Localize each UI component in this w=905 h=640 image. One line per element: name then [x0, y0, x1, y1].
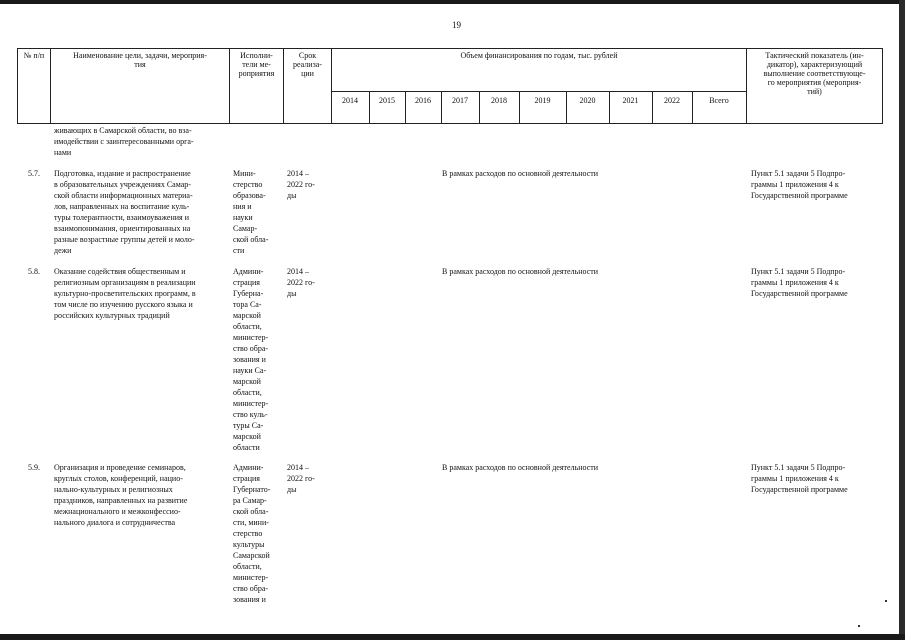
header-num: № п/п: [23, 51, 45, 60]
row-term: 2014 – 2022 го- ды: [287, 267, 315, 298]
row-executor: Мини- стерство образова- ния и науки Самар- ской обла- сти: [233, 169, 269, 255]
row-indicator: Пункт 5.1 задачи 5 Подпро- граммы 1 приложения 4 к Государственной программе: [751, 463, 848, 494]
continued-text: живающих в Самарской области, во вза- имодействии с заинтересованными орга- нами: [54, 126, 194, 157]
year-2015: 2015: [379, 96, 395, 105]
row-executor: Админи- страция Губернато- ра Самар- ской обла- сти, мини- стерство культуры Самарской области, министер- ство обра- зования и: [233, 463, 271, 604]
header-name: Наименование цели, задачи, мероприя- тия: [73, 51, 207, 69]
row-activity-name: Подготовка, издание и распространение в образовательных учреждениях Самар- ской области информационных материа- лов, направленных на воспитание куль- туры толерантности, взаимоуважения и взаимопонимания, ориентированных на разные возрастные группы детей и моло- дежи: [54, 169, 195, 255]
year-2022: 2022: [664, 96, 680, 105]
year-2019: 2019: [534, 96, 551, 105]
page-number: 19: [452, 20, 461, 30]
scan-bottom-edge: [0, 634, 905, 640]
year-2021: 2021: [622, 96, 639, 105]
scan-right-edge: [899, 0, 905, 640]
scan-speck: [885, 600, 887, 602]
row-number: 5.7.: [28, 169, 40, 178]
header-executor: Исполни- тели ме- роприятия: [238, 51, 275, 78]
year-2017: 2017: [452, 96, 468, 105]
scan-speck: [858, 625, 860, 627]
year-2014: 2014: [342, 96, 358, 105]
row-number: 5.9.: [28, 463, 40, 472]
header-indicator: Тактический показатель (ин- дикатор), характеризующий выполнение соответствующе- го мероприятия (мероприя- тий): [763, 51, 866, 96]
row-indicator: Пункт 5.1 задачи 5 Подпро- граммы 1 приложения 4 к Государственной программе: [751, 169, 848, 200]
row-term: 2014 – 2022 го- ды: [287, 169, 315, 200]
year-total: Всего: [709, 96, 729, 105]
scan-top-edge: [0, 0, 905, 4]
header-volume: Объем финансирования по годам, тыс. рублей: [460, 51, 618, 60]
row-activity-name: Организация и проведение семинаров, круглых столов, конференций, нацио- нально-культурных и религиозных праздников, направленных на развитие межнационального и межконфессио- нального диалога и сотрудничества: [54, 463, 188, 527]
row-financing: В рамках расходов по основной деятельности: [442, 463, 599, 472]
row-executor: Админи- страция Губерна- тора Са- марской области, министер- ство обра- зования и науки Са- марской области, министер- ство куль- туры Са- марской области: [233, 267, 269, 452]
year-2018: 2018: [491, 96, 507, 105]
row-activity-name: Оказание содействия общественным и религиозным организациям в реализации культурно-просветительских программ, в том числе по изучению русского языка и российских культурных традиций: [54, 267, 196, 320]
header-term: Срок реализа- ции: [293, 51, 322, 78]
row-indicator: Пункт 5.1 задачи 5 Подпро- граммы 1 приложения 4 к Государственной программе: [751, 267, 848, 298]
row-financing: В рамках расходов по основной деятельности: [442, 267, 599, 276]
year-2020: 2020: [579, 96, 596, 105]
row-number: 5.8.: [28, 267, 40, 276]
year-2016: 2016: [415, 96, 431, 105]
row-term: 2014 – 2022 го- ды: [287, 463, 315, 494]
row-financing: В рамках расходов по основной деятельности: [442, 169, 599, 178]
